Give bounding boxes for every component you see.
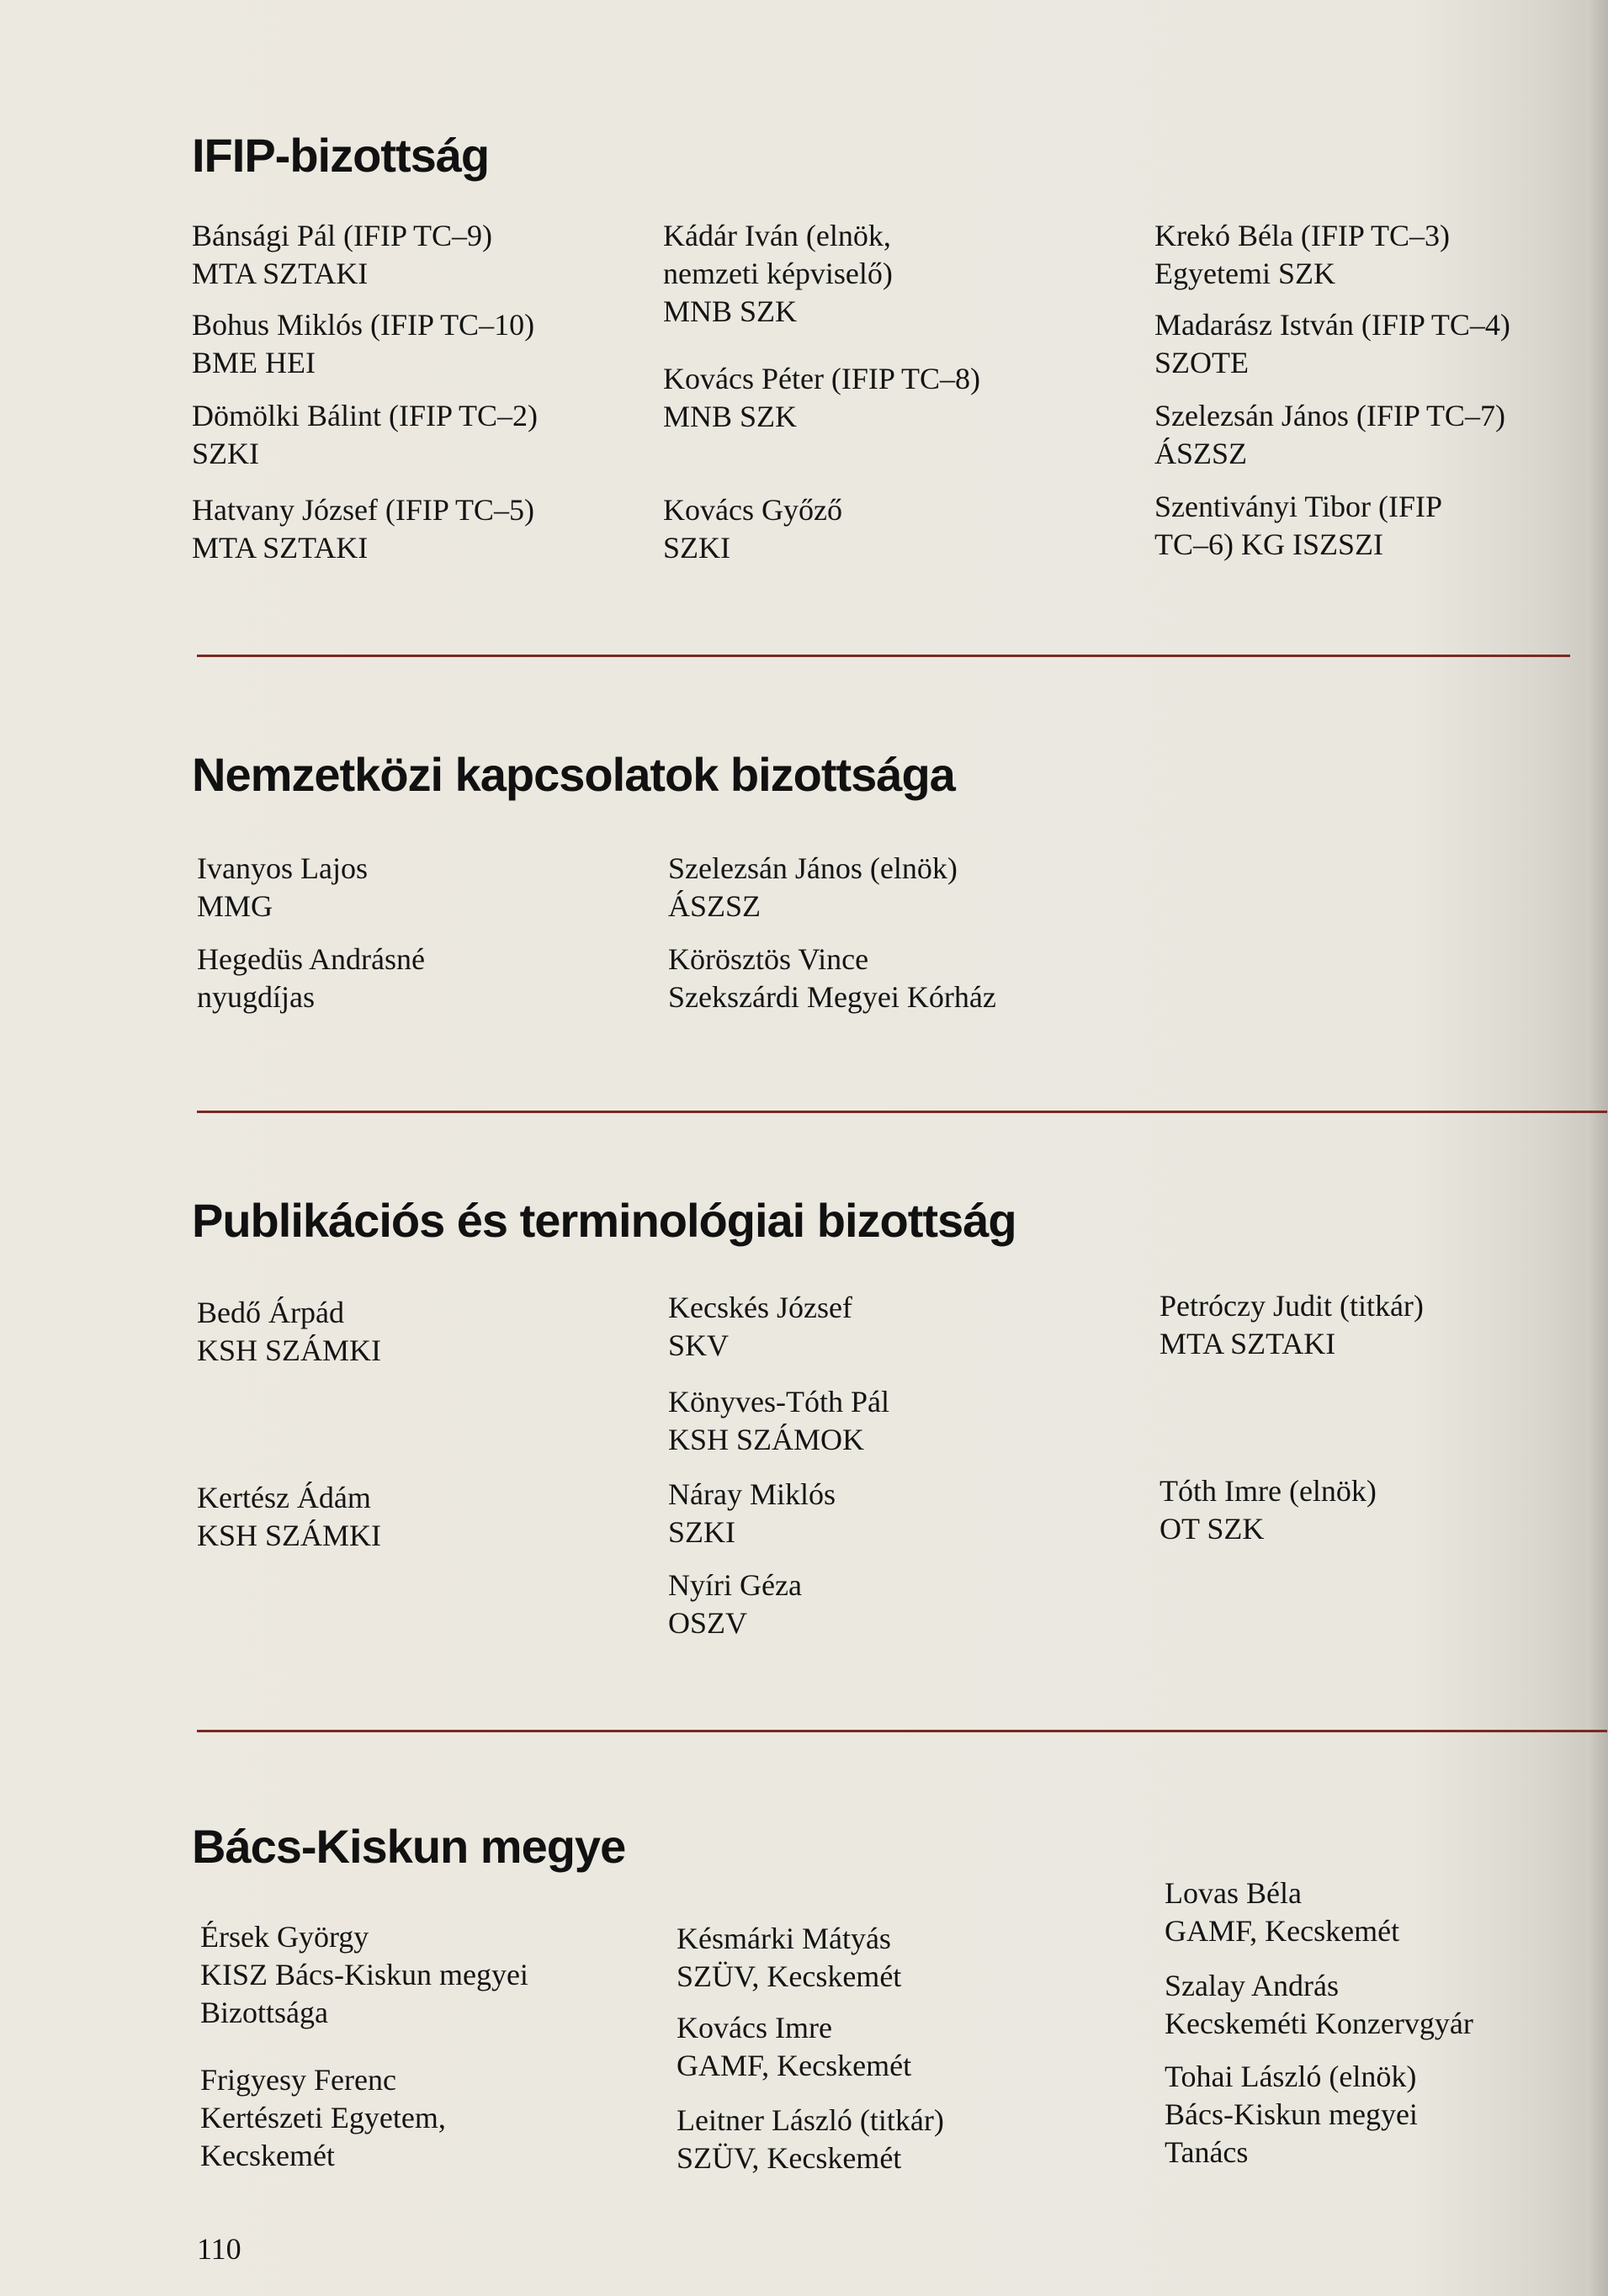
ifip-entry [1154,306,1510,382]
entry-name: Szalay András [1165,1969,1339,2002]
pub-entry [197,1294,381,1370]
entry-name: Könyves-Tóth Pál [668,1385,889,1418]
entry-org: KSH SZÁMKI [197,1334,382,1367]
entry-org: KSH SZÁMOK [668,1423,865,1456]
entry-name: Szelezsán János (elnök) [668,851,958,885]
entry-org: OSZV [668,1606,748,1640]
section-title-bacs-kiskun: Bács-Kiskun megye [192,1820,626,1873]
section-title-publication: Publikációs és terminológiai bizottság [192,1194,1016,1247]
entry-org: KSH SZÁMKI [197,1519,382,1552]
entry-name: Náray Miklós [668,1477,836,1511]
ifip-entry [1154,397,1505,473]
page-spine-edge [1586,0,1608,2296]
ifip-entry [192,397,538,473]
entry-name: Frigyesy Ferenc [200,2063,396,2097]
entry-name: Krekó Béla (IFIP TC–3) [1154,219,1450,252]
entry-org: SZKI [663,531,730,565]
county-entry [677,2009,911,2085]
entry-org: Szekszárdi Megyei Kórház [668,980,996,1014]
entry-org: OT SZK [1160,1512,1265,1546]
entry-org: Bács-Kiskun megyei [1165,2097,1418,2131]
section-title-international: Nemzetközi kapcsolatok bizottsága [192,748,955,801]
entry-name: Késmárki Mátyás [677,1922,891,1955]
entry-org: Egyetemi SZK [1154,257,1335,290]
ifip-entry [192,306,534,382]
entry-name: Dömölki Bálint (IFIP TC–2) [192,399,539,432]
entry-org: MMG [197,889,273,923]
section-divider [197,1730,1607,1732]
entry-name: Szelezsán János (IFIP TC–7) [1154,399,1505,432]
ifip-entry [663,360,980,436]
county-entry [1165,2058,1418,2171]
county-entry [677,1920,901,1996]
entry-name: Nyíri Géza [668,1568,802,1602]
entry-name: Petróczy Judit (titkár) [1160,1289,1424,1323]
entry-org: SKV [668,1328,730,1362]
county-entry [200,1918,528,2032]
entry-name: Kovács Imre [677,2011,832,2044]
pub-entry [1160,1287,1424,1363]
entry-name: Hatvany József (IFIP TC–5) [192,493,534,527]
entry-org: SZÜV, Kecskemét [677,1959,902,1993]
entry-name: Hegedüs Andrásné [197,942,425,976]
entry-org: GAMF, Kecskemét [677,2049,912,2082]
intl-entry [668,850,958,925]
entry-org: SZKI [668,1515,735,1549]
entry-org-extra: Kecskemét [200,2139,335,2172]
entry-org: SZÜV, Kecskemét [677,2141,902,2175]
intl-entry [197,941,425,1016]
entry-name: Kertész Ádám [197,1481,371,1514]
page-number: 110 [197,2232,241,2266]
entry-org: GAMF, Kecskemét [1165,1914,1400,1948]
ifip-entry [1154,488,1442,564]
entry-name: Érsek György [200,1920,369,1954]
entry-org: BME HEI [192,346,316,379]
entry-org: nyugdíjas [197,980,315,1014]
entry-name: Ivanyos Lajos [197,851,368,885]
pub-entry [197,1479,381,1555]
ifip-entry [192,491,534,567]
entry-name: Szentiványi Tibor (IFIP [1154,490,1443,523]
section-title-ifip: IFIP-bizottság [192,129,490,182]
entry-name: Kovács Győző [663,493,842,527]
entry-name: Kecskés József [668,1291,852,1324]
county-entry [1165,1874,1399,1950]
entry-name: Madarász István (IFIP TC–4) [1154,308,1510,342]
entry-org: ÁSZSZ [1154,437,1248,470]
ifip-entry [663,491,842,567]
entry-org: SZKI [192,437,259,470]
entry-org: MNB SZK [663,400,798,433]
entry-org: nemzeti képviselő) [663,257,893,290]
entry-org: MTA SZTAKI [192,257,369,290]
entry-org-extra: Tanács [1165,2135,1249,2169]
entry-name: Bohus Miklós (IFIP TC–10) [192,308,535,342]
section-divider [197,655,1570,657]
pub-entry [668,1289,852,1365]
entry-name: Kovács Péter (IFIP TC–8) [663,362,980,395]
ifip-entry [1154,217,1450,293]
entry-name: Körösztös Vince [668,942,869,976]
entry-org: KISZ Bács-Kiskun megyei [200,1958,528,1991]
county-entry [1165,1967,1473,2043]
entry-name: Tohai László (elnök) [1165,2060,1417,2093]
county-entry [200,2061,446,2175]
entry-org: ÁSZSZ [668,889,762,923]
entry-org-extra: Bizottsága [200,1996,328,2029]
entry-org: MTA SZTAKI [192,531,369,565]
pub-entry [668,1567,802,1642]
pub-entry [668,1383,889,1459]
pub-entry [1160,1472,1377,1548]
entry-name: Bánsági Pál (IFIP TC–9) [192,219,492,252]
section-divider [197,1111,1607,1113]
ifip-entry [663,217,893,331]
county-entry [677,2102,944,2177]
entry-org: Kertészeti Egyetem, [200,2101,446,2134]
entry-org: Kecskeméti Konzervgyár [1165,2007,1473,2040]
entry-org-extra: MNB SZK [663,294,798,328]
intl-entry [668,941,996,1016]
pub-entry [668,1476,836,1551]
entry-org: TC–6) KG ISZSZI [1154,528,1383,561]
entry-name: Tóth Imre (elnök) [1160,1474,1377,1508]
entry-name: Bedő Árpád [197,1296,344,1329]
entry-org: MTA SZTAKI [1160,1327,1336,1360]
entry-name: Kádár Iván (elnök, [663,219,891,252]
entry-org: SZOTE [1154,346,1249,379]
intl-entry [197,850,368,925]
entry-name: Leitner László (titkár) [677,2103,944,2137]
ifip-entry [192,217,492,293]
entry-name: Lovas Béla [1165,1876,1302,1910]
